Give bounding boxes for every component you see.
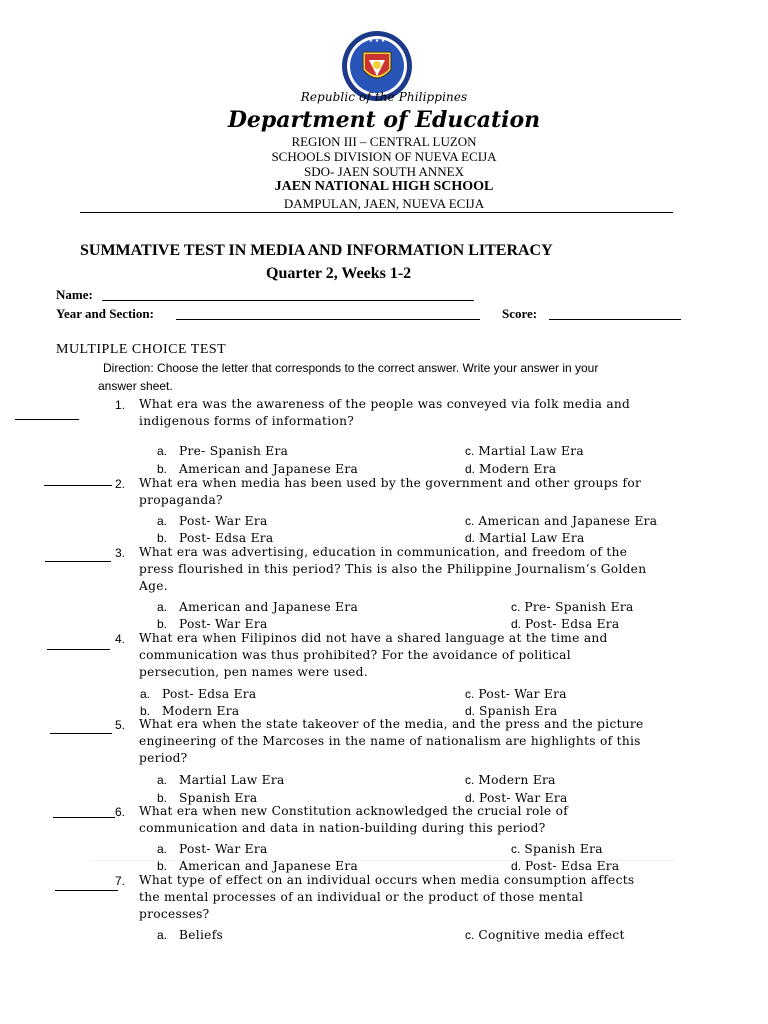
option-text: American and Japanese Era: [179, 859, 359, 873]
option-text: Pre- Spanish Era: [524, 600, 634, 614]
direction-label: Direction: [103, 361, 151, 375]
region-line: REGION III – CENTRAL LUZON: [291, 134, 477, 149]
question-text: [139, 396, 674, 430]
question-number: 1.: [115, 398, 126, 412]
question-line: period?: [139, 751, 188, 766]
option-letter: a.: [157, 773, 168, 787]
option-text: Post- War Era: [478, 687, 567, 701]
option-letter: c.: [465, 444, 475, 458]
question-line: What era was the awareness of the people was conveyed via folk media and: [139, 397, 631, 411]
option-letter: a.: [157, 842, 168, 856]
option-c: [465, 440, 584, 459]
option-letter: c.: [511, 842, 521, 856]
question-line: What era was advertising, education in communication, and freedom of the: [139, 545, 628, 559]
option-text: Modern Era: [479, 462, 557, 476]
faint-divider: [90, 860, 675, 861]
option-letter: d.: [511, 617, 522, 631]
option-text: Post- Edsa Era: [179, 531, 274, 545]
option-letter: c.: [465, 687, 475, 701]
school-address: DAMPULAN, JAEN, NUEVA ECIJA: [283, 196, 485, 211]
question-text: [139, 716, 674, 768]
question-text: [139, 872, 674, 924]
republic-line: Republic of the Philippines: [300, 90, 468, 104]
svg-text:★ ★ ★: ★ ★ ★: [368, 38, 386, 44]
option-letter: b.: [157, 617, 168, 631]
question-line: What era when media has been used by the government and other groups for: [139, 476, 642, 490]
answer-blank-2[interactable]: [44, 485, 112, 486]
answer-blank-4[interactable]: [47, 649, 110, 650]
question-number: 5.: [115, 718, 126, 732]
option-text: Beliefs: [179, 928, 224, 942]
question-line: the mental processes of an individual or the product of those mental: [139, 890, 584, 905]
option-letter: c.: [511, 600, 521, 614]
question-number: 3.: [115, 546, 126, 560]
option-text: Post- Edsa Era: [162, 687, 257, 701]
question-line: processes?: [139, 907, 210, 922]
question-line: What era when Filipinos did not have a shared language at the time and: [139, 631, 608, 645]
option-text: Modern Era: [162, 704, 240, 718]
option-letter: b.: [157, 462, 168, 476]
option-a: [157, 769, 285, 788]
option-text: Martial Law Era: [179, 773, 285, 787]
option-text: Modern Era: [478, 773, 556, 787]
option-c: [465, 769, 556, 788]
option-text: Spanish Era: [524, 842, 603, 856]
answer-blank-1[interactable]: [15, 419, 79, 420]
school-name: JAEN NATIONAL HIGH SCHOOL: [274, 179, 494, 194]
question-line: propaganda?: [139, 493, 223, 508]
question-line: What era when new Constitution acknowledged the crucial role of: [139, 804, 569, 818]
answer-blank-5[interactable]: [50, 733, 112, 734]
score-label: Score:: [502, 306, 538, 321]
option-a: [157, 440, 288, 459]
option-letter: a.: [140, 687, 151, 701]
direction-line-1: [103, 361, 598, 375]
option-text: Spanish Era: [179, 791, 258, 805]
option-text: Post- War Era: [479, 791, 568, 805]
division-line: SCHOOLS DIVISION OF NUEVA ECIJA: [271, 149, 497, 164]
name-label: Name:: [56, 287, 93, 302]
option-letter: c.: [465, 514, 475, 528]
answer-blank-6[interactable]: [53, 817, 115, 818]
direction-text: : Choose the letter that corresponds to the correct answer. Write your answer in your: [150, 361, 599, 375]
option-letter: d.: [465, 462, 476, 476]
option-letter: c.: [465, 928, 475, 942]
option-letter: b.: [157, 531, 168, 545]
question-text: [139, 544, 674, 596]
question-line: What era when the state takeover of the media, and the press and the picture: [139, 717, 644, 731]
option-a: [157, 924, 223, 943]
option-letter: d.: [511, 859, 522, 873]
option-text: American and Japanese Era: [179, 462, 359, 476]
question-line: engineering of the Marcoses in the name of nationalism are highlights of this: [139, 734, 641, 749]
option-text: Post- Edsa Era: [525, 859, 620, 873]
test-title: SUMMATIVE TEST IN MEDIA AND INFORMATION LITERACY: [80, 242, 553, 259]
question-line: communication and data in nation-building during this period?: [139, 821, 546, 836]
department-title: Department of Education: [227, 107, 541, 133]
option-letter: a.: [157, 444, 168, 458]
section-heading: MULTIPLE CHOICE TEST: [56, 342, 227, 357]
option-letter: a.: [157, 928, 168, 942]
question-number: 7.: [115, 874, 126, 888]
answer-blank-3[interactable]: [45, 561, 111, 562]
option-letter: d.: [465, 791, 476, 805]
option-letter: c.: [465, 773, 475, 787]
option-letter: b.: [140, 704, 151, 718]
question-text: [139, 630, 674, 682]
option-text: American and Japanese Era: [179, 600, 359, 614]
option-text: Post- War Era: [179, 514, 268, 528]
option-letter: a.: [157, 600, 168, 614]
option-text: Post- Edsa Era: [525, 617, 620, 631]
option-text: Spanish Era: [479, 704, 558, 718]
header-divider: [80, 212, 673, 213]
question-line: Age.: [139, 579, 168, 594]
answer-blank-7[interactable]: [55, 890, 118, 891]
question-line: indigenous forms of information?: [139, 414, 355, 429]
section-field[interactable]: [176, 319, 480, 320]
option-letter: a.: [157, 514, 168, 528]
question-text: [139, 803, 674, 837]
section-label: Year and Section:: [56, 306, 154, 321]
direction-line-2: answer sheet.: [98, 379, 173, 393]
option-text: Cognitive media effect: [478, 928, 625, 942]
option-text: Martial Law Era: [478, 444, 584, 458]
option-text: Post- War Era: [179, 842, 268, 856]
sdo-line: SDO- JAEN SOUTH ANNEX: [304, 164, 464, 179]
question-line: communication was thus prohibited? For the avoidance of political: [139, 648, 571, 663]
option-letter: b.: [157, 859, 168, 873]
option-text: Martial Law Era: [479, 531, 585, 545]
option-text: Pre- Spanish Era: [179, 444, 289, 458]
option-text: American and Japanese Era: [478, 514, 658, 528]
option-letter: d.: [465, 531, 476, 545]
question-number: 4.: [115, 632, 126, 646]
question-number: 6.: [115, 805, 126, 819]
test-subtitle: Quarter 2, Weeks 1-2: [266, 265, 412, 282]
option-letter: b.: [157, 791, 168, 805]
name-field[interactable]: [102, 300, 474, 301]
question-line: What type of effect on an individual occurs when media consumption affects: [139, 873, 635, 887]
option-text: Post- War Era: [179, 617, 268, 631]
question-line: press flourished in this period? This is also the Philippine Journalism’s Golden: [139, 562, 647, 577]
question-text: [139, 475, 674, 509]
option-c: [465, 924, 625, 943]
question-number: 2.: [115, 477, 126, 491]
question-line: persecution, pen names were used.: [139, 665, 368, 680]
option-letter: d.: [465, 704, 476, 718]
score-field[interactable]: [549, 319, 681, 320]
